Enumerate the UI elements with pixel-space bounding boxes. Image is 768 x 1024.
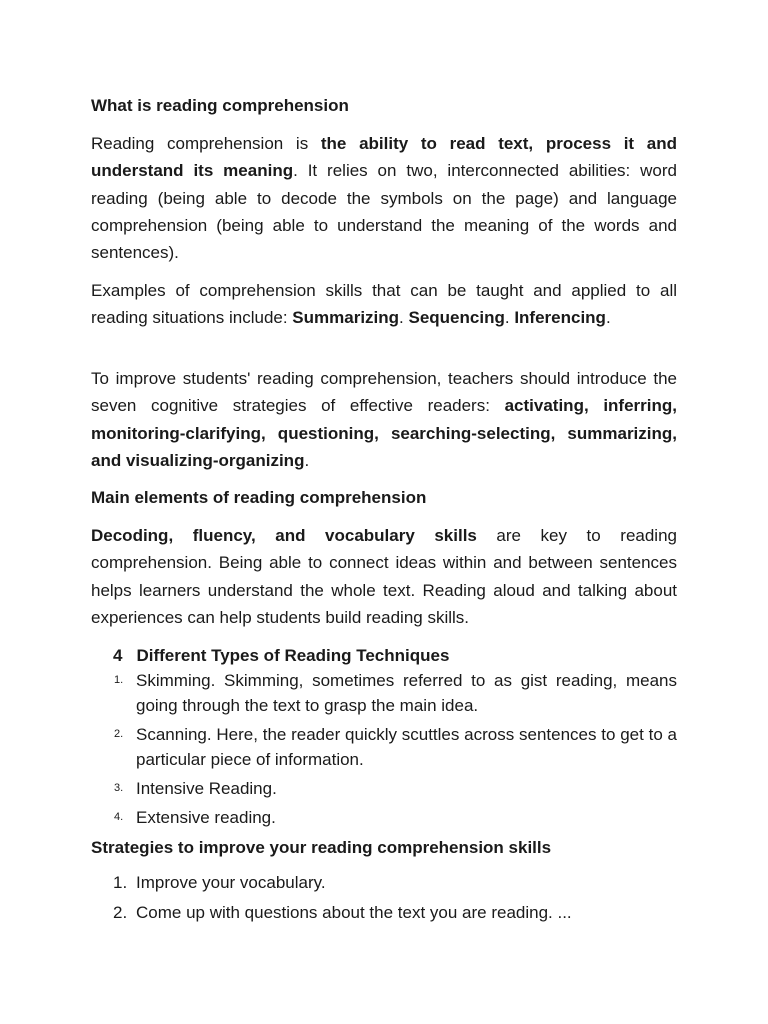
list-item-text: Extensive reading.: [136, 808, 276, 827]
definition-bold: the ability to read text, process it and understand its meaning: [91, 134, 678, 181]
list-item-text: Skimming. Skimming, sometimes referred to as gist reading, means going through the text to grasp the main idea.: [136, 671, 677, 715]
list-item-text: Come up with questions about the text you are reading. ...: [136, 903, 572, 922]
separator-1: .: [399, 308, 409, 328]
list-item: [91, 668, 677, 718]
paragraph-definition: [91, 130, 677, 266]
skill-inferencing: Inferencing: [514, 308, 606, 328]
skill-sequencing: Sequencing: [408, 308, 505, 328]
paragraph-main-elements: [91, 522, 677, 631]
definition-intro: Reading comprehension is: [91, 134, 321, 153]
separator-3: .: [605, 308, 611, 328]
heading-main-elements: Main elements of reading comprehension: [91, 488, 427, 507]
list-item: [91, 805, 677, 830]
techniques-list: [91, 668, 677, 830]
main-elements-text: are key to reading comprehension. Being able to connect ideas within and between sentences helps learners understand the whole text. Reading aloud and talking about experiences can help students build reading skills.: [91, 526, 677, 627]
strategies-intro-text: To improve students' reading comprehension, teachers should introduce the seven cognitive strategies of effective readers:: [91, 369, 677, 416]
list-item-text: Scanning. Here, the reader quickly scuttles across sentences to get to a particular piece of information.: [136, 725, 677, 769]
paragraph-strategies-intro: [91, 365, 677, 474]
heading-strategies: Strategies to improve your reading comprehension skills: [91, 838, 552, 857]
list-item-number: 2.: [113, 903, 128, 922]
list-item-number: 3.: [114, 782, 124, 794]
list-item: [91, 722, 677, 772]
list-item: [91, 898, 677, 928]
techniques-count: 4: [113, 646, 123, 665]
list-item-number: 1.: [113, 873, 128, 892]
list-item: [91, 776, 677, 801]
paragraph-examples: [91, 277, 677, 332]
strategies-list-bold: activating, inferring, monitoring-clarifying, questioning, searching-selecting, summarizing, and visualizing-organizing: [91, 396, 677, 470]
examples-intro: Examples of comprehension skills that can be taught and applied to all reading situations include:: [91, 281, 677, 328]
strategies-intro-end: .: [304, 450, 310, 470]
heading-what-is-reading-comprehension: What is reading comprehension: [91, 96, 349, 115]
list-item: [91, 868, 677, 898]
list-item-text: Improve your vocabulary.: [136, 873, 326, 892]
separator-2: .: [504, 308, 515, 328]
definition-rest: . It relies on two, interconnected abilities: word reading (being able to decode the symbols on the page) and language comprehension (being able to understand the meaning of the words and sentences).: [91, 161, 678, 263]
skill-summarizing: Summarizing: [292, 308, 400, 328]
techniques-title: Different Types of Reading Techniques: [136, 646, 450, 665]
list-item-number: 2.: [114, 728, 124, 740]
list-item-text: Intensive Reading.: [136, 779, 277, 798]
heading-reading-techniques: [113, 645, 449, 667]
strategies-list: [91, 868, 677, 928]
list-item-number: 1.: [114, 674, 124, 686]
list-item-number: 4.: [114, 811, 124, 823]
main-elements-bold: Decoding, fluency, and vocabulary skills: [91, 526, 477, 545]
